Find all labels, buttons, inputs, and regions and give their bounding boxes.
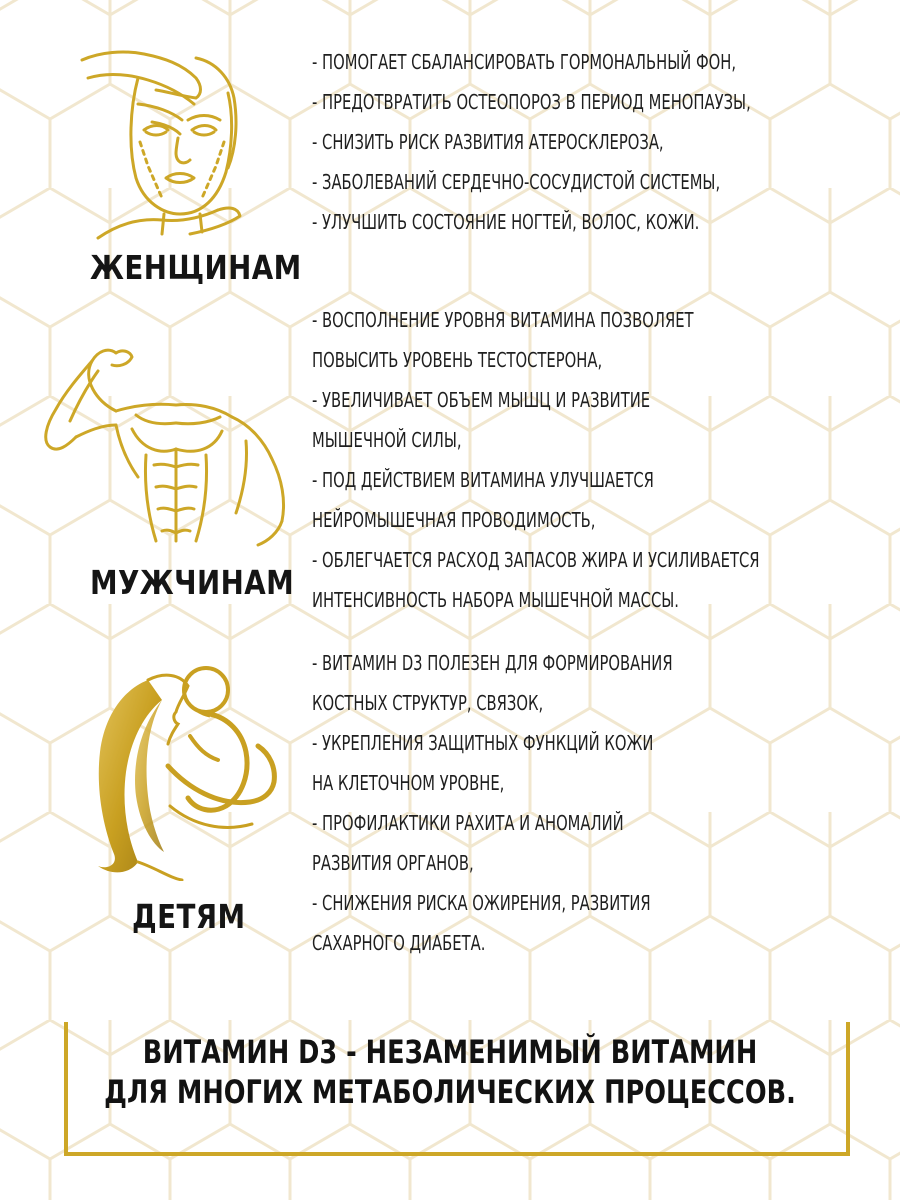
list-item: - ПОД ДЕЙСТВИЕМ ВИТАМИНА УЛУЧШАЕТСЯ: [312, 468, 654, 492]
list-item: - ПРЕДОТВРАТИТЬ ОСТЕОПОРОЗ В ПЕРИОД МЕНОПАУЗЫ,: [312, 90, 751, 114]
section-title-men: МУЖЧИНАМ: [90, 563, 295, 602]
list-item: - ВОСПОЛНЕНИЕ УРОВНЯ ВИТАМИНА ПОЗВОЛЯЕТ: [312, 308, 694, 332]
list-item: - СНИЗИТЬ РИСК РАЗВИТИЯ АТЕРОСКЛЕРОЗА,: [312, 130, 664, 154]
list-item: МЫШЕЧНОЙ СИЛЫ,: [312, 428, 462, 452]
list-item: - УКРЕПЛЕНИЯ ЗАЩИТНЫХ ФУНКЦИЙ КОЖИ: [312, 731, 654, 755]
list-item: - СНИЖЕНИЯ РИСКА ОЖИРЕНИЯ, РАЗВИТИЯ: [312, 891, 651, 915]
mother-child-icon: [78, 656, 278, 881]
list-item: ИНТЕНСИВНОСТЬ НАБОРА МЫШЕЧНОЙ МАССЫ.: [312, 588, 680, 612]
list-item: - ЗАБОЛЕВАНИЙ СЕРДЕЧНО-СОСУДИСТОЙ СИСТЕМЫ,: [312, 170, 721, 194]
footer-line-1: ВИТАМИН D3 - НЕЗАМЕНИМЫЙ ВИТАМИН: [142, 1033, 758, 1071]
list-item: САХАРНОГО ДИАБЕТА.: [312, 931, 486, 955]
list-item: - УВЕЛИЧИВАЕТ ОБЪЕМ МЫШЦ И РАЗВИТИЕ: [312, 388, 651, 412]
list-item: - ОБЛЕГЧАЕТСЯ РАСХОД ЗАПАСОВ ЖИРА И УСИЛИВАЕТСЯ: [312, 548, 760, 572]
list-item: РАЗВИТИЯ ОРГАНОВ,: [312, 851, 474, 875]
list-item: - УЛУЧШИТЬ СОСТОЯНИЕ НОГТЕЙ, ВОЛОС, КОЖИ.: [312, 210, 700, 234]
section-title-women: ЖЕНЩИНАМ: [90, 248, 302, 287]
list-item: ПОВЫСИТЬ УРОВЕНЬ ТЕСТОСТЕРОНА,: [312, 348, 603, 372]
children-benefits-list: [312, 643, 878, 963]
list-item: НЕЙРОМЫШЕЧНАЯ ПРОВОДИМОСТЬ,: [312, 508, 596, 532]
list-item: КОСТНЫХ СТРУКТУР, СВЯЗОК,: [312, 691, 544, 715]
list-item: - ВИТАМИН D3 ПОЛЕЗЕН ДЛЯ ФОРМИРОВАНИЯ: [312, 651, 673, 675]
list-item: - ПРОФИЛАКТИКИ РАХИТА И АНОМАЛИЙ: [312, 811, 624, 835]
footer-statement: [0, 1032, 900, 1112]
footer-line-2: ДЛЯ МНОГИХ МЕТАБОЛИЧЕСКИХ ПРОЦЕССОВ.: [104, 1073, 796, 1111]
list-item: НА КЛЕТОЧНОМ УРОВНЕ,: [312, 771, 505, 795]
list-item: - ПОМОГАЕТ СБАЛАНСИРОВАТЬ ГОРМОНАЛЬНЫЙ ФОН,: [312, 50, 737, 74]
section-title-children: ДЕТЯМ: [132, 897, 246, 936]
